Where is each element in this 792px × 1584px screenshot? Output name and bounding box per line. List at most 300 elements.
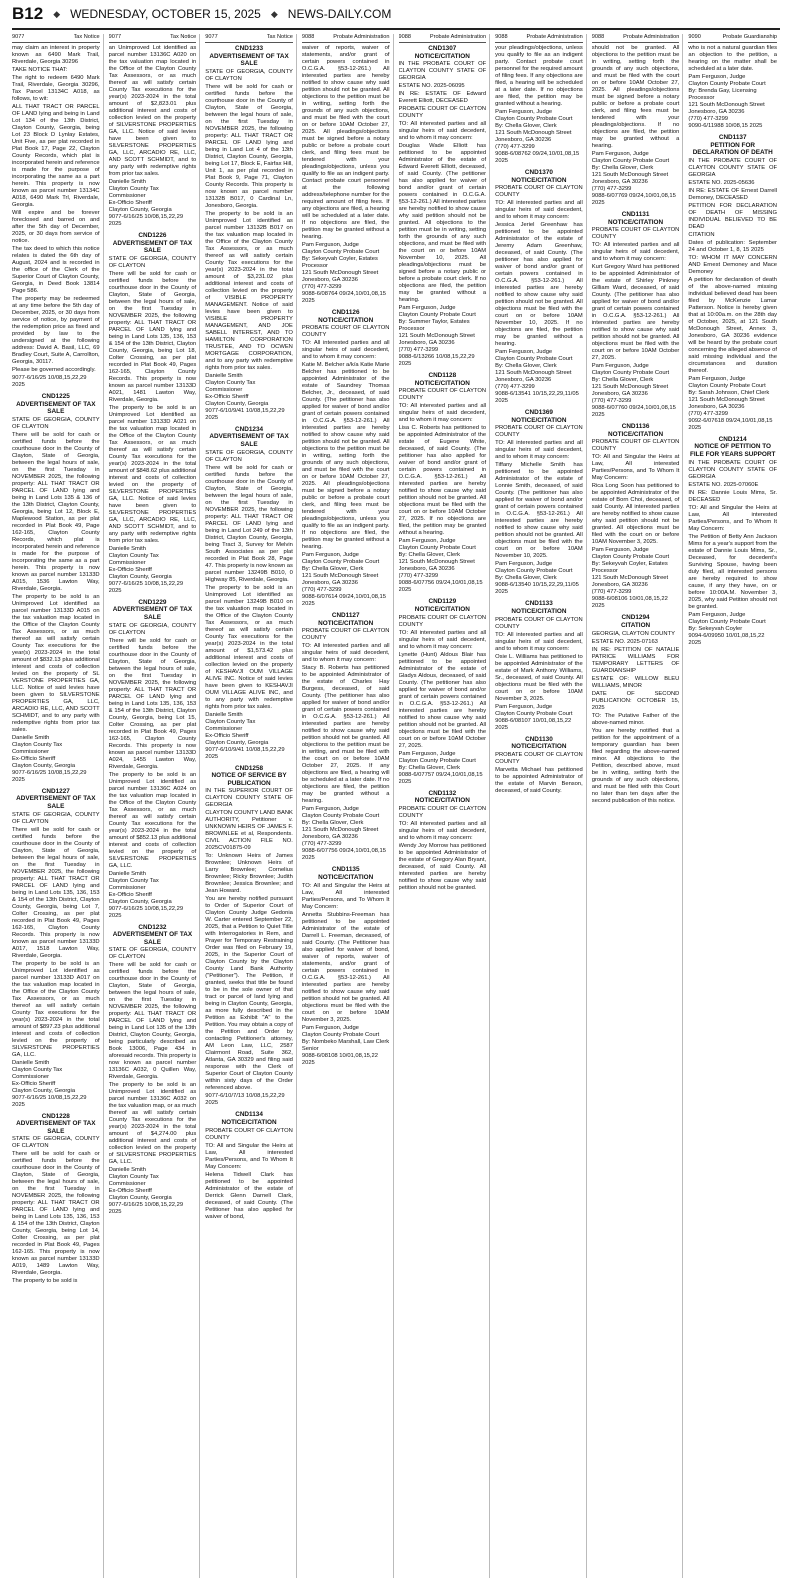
signature-line: 121 South McDonough Street	[398, 333, 475, 340]
notice-paragraph: PROBATE COURT OF CLAYTON COUNTY	[301, 325, 390, 339]
signature-line: By: Nombeko Marshall, Law Clerk Senior	[301, 1038, 390, 1052]
notice-title: NOTICE OF PETITION TO FILE FOR YEARS SUPPORT	[689, 443, 776, 458]
legal-notice	[592, 614, 680, 804]
notice-id: CND1135	[331, 866, 360, 874]
notice-paragraph: TAKE NOTICE THAT:	[12, 67, 68, 73]
signature-line: Clayton County, Georgia	[12, 762, 76, 769]
signature-line: Pam Ferguson, Judge	[591, 151, 649, 157]
legal-notices-grid	[12, 34, 780, 1578]
notice-paragraph: The property to be sold is an Unimproved Lot identified as parcel number 13133D A021 on the tax valuation map located in the Office of the Clayton County Tax Assessors, or as much thereof as will satisfy certain County Tax executions for the year(s) 2023-2024 in the total amount of $848.62 plus additional interest and costs of collection levied on the property of SILVERSTONE PROPERTIES GA, LLC. Notice of said levies have been given to SILVERSTONE PROPERTIES GA, LLC, ARCADIO RE, LLC, AND SCOTT SCHMIDT, and to any party with redemptive rights from prior tax sales.	[108, 404, 197, 544]
notice-paragraph: TO: All interested parties and all singular heirs of said decedent, and to whom it may concern:	[398, 403, 487, 424]
signature-line: Clayton County Probate Court	[301, 559, 380, 566]
notice-paragraph: IN THE PROBATE COURT OF CLAYTON COUNTY STATE OF GEORGIA	[688, 459, 777, 480]
notice-paragraph: Wendy Joy Morrow has petitioned to be appointed Administrator of the estate of Gregory Alan Bryant, deceased, of said County. All interested parties are hereby notified to show cause why said petition should not be granted.	[398, 842, 487, 891]
publication-run-code: 9077-6/16/25 10/08,15,22,29 2025	[12, 1094, 87, 1108]
notice-paragraph: STATE OF GEORGIA, COUNTY OF CLAYTON	[12, 416, 100, 430]
signature-line: Ex-Officio Sheriff	[205, 393, 249, 400]
publication-run-code: 9088-6/07760 09/24,10/01,08,15 2025	[591, 405, 676, 419]
publication-run-code: 9077-6/10/9/41 10/08,15,22,29 2025	[205, 407, 285, 421]
notice-paragraph: Douglas Wade Elliott has petitioned to be appointed Administrator of the estate of Edward Everett Elliott, deceased, of said County. (The petitioner has also applied for waiver of bond and/or grant of certain powers contained in O.C.G.A. §53-12-261.) All interested parties are hereby notified to show cause why said petition should not be granted. All objections to the petition must be in writing, setting forth the grounds of any such objections, and must be filed with the court on or before 10AM November 10, 2025. All pleadings/objections must be signed before a notary public or before a probate court clerk. If no objections are filed, the petition may be granted without a hearing.	[398, 143, 487, 304]
signature-line: Clayton County, Georgia	[12, 1087, 76, 1094]
legal-notice	[495, 600, 583, 731]
notice-paragraph: Lynette (Hunt) Aldous Blair has petitioned to be appointed Administrator of the estate of Gladys Aldous, deceased, of said County. (The petitioner has also applied for waiver of bond and/or grant of certain powers contained in O.C.G.A. §53-12-261.) All interested parties are hereby notified to show cause why said petition should not be granted. All objections must be filed with the court on or before 10AM October 27, 2025.	[398, 651, 487, 749]
notice-paragraph: Stacy B. Roberts has petitioned to be appointed Administrator of the estate of Charles Hay Burgess, deceased, of said County. (The petitioner has also applied for waiver of bond and/or grant of certain powers contained in O.C.G.A. §53-12-261.) All interested parties are hereby notified to show cause why said petition should not be granted. All objections to the petition must be in writing, and must be filed with the court on or before 10AM October 27, 2025. If any objections are filed, a hearing will be scheduled at a later date. If no objections are filed, the petition may be granted without a hearing.	[301, 665, 390, 805]
notice-paragraph: STATE OF GEORGIA, COUNTY OF CLAYTON	[12, 811, 100, 825]
header-separator: ◆	[270, 8, 278, 19]
signature-line: Jonesboro, GA 30236	[301, 277, 358, 283]
legal-notice	[205, 45, 293, 422]
notice-paragraph: PROBATE COURT OF CLAYTON COUNTY	[495, 185, 583, 199]
notice-paragraph: The property to be sold is	[12, 1278, 78, 1285]
notice-paragraph: The Petition of Betty Ann Jackson Mims for a year's support from the estate of Dannie Louis Mims, Sr., Deceased, for decedent's Surviving Spouse, having been duly filed, all interested persons are hereby required to show cause, if any they have, on or before 10:00A.M. November 3, 2025, why said Petition should not be granted.	[688, 533, 777, 610]
notice-title: NOTICE/CITATION	[511, 416, 567, 424]
notice-title: ADVERTISEMENT OF TAX SALE	[16, 795, 96, 810]
signature-line: Pam Ferguson, Judge	[301, 552, 359, 559]
signature-line: Ex-Officio Sheriff	[108, 891, 152, 898]
signature-line: Danielle Smith	[12, 1059, 50, 1066]
notice-paragraph: PROBATE COURT OF CLAYTON COUNTY	[205, 1127, 293, 1141]
notice-paragraph: STATE OF GEORGIA, COUNTY OF CLAYTON	[108, 947, 197, 961]
legal-notice	[592, 423, 680, 610]
notice-paragraph: STATE OF GEORGIA, COUNTY OF CLAYTON	[205, 68, 293, 82]
column-classification-header	[592, 34, 680, 43]
notice-paragraph: TO: All and Singular the Heirs at Law, All interested Parties/Persons, and To Whom It May Concern:	[301, 882, 390, 910]
publication-run-code: 9077-6/16/25 10/08,15,22,29 2025	[108, 580, 184, 594]
legal-notice	[12, 393, 100, 784]
notice-title: ADVERTISEMENT OF TAX SALE	[16, 1120, 96, 1135]
signature-line: (770) 477-3299	[688, 410, 729, 417]
notice-paragraph: TO: All interested parties and all singular heirs of said decedent, and to whom it may concern:	[398, 629, 487, 650]
signature-line: Clayton County, Georgia	[205, 739, 269, 746]
notice-paragraph: ESTATE OF: WILLOW BLEU WILLIAMS, MINOR	[591, 675, 680, 689]
publication-run-code: 9077-6/16/25 10/08,15,22,29 2025	[12, 769, 87, 783]
signature-line: By: Chella Glover, Clerk	[591, 165, 654, 171]
publication-run-code: 9088-6/13540 10/15,22,29,11/05 2025	[495, 582, 579, 596]
signature-line: Jonesboro, GA 30236	[591, 582, 648, 589]
notice-paragraph: Osie L. Williams has petitioned to be appointed Administrator of the estate of Mark Anthony Williams, Sr., deceased, of said County. All objections must be filed with the court on or before 10AM November 3, 2025.	[495, 653, 583, 702]
page-number: B12	[12, 4, 44, 23]
legal-notice	[109, 924, 197, 1217]
notice-title: NOTICE/CITATION	[318, 873, 374, 881]
notice-id: CND1307	[428, 45, 457, 52]
notice-paragraph: PROBATE COURT OF CLAYTON COUNTY	[495, 425, 583, 439]
legal-notice	[302, 309, 390, 608]
legal-notice	[399, 598, 487, 785]
notice-id: CND1232	[138, 923, 167, 931]
notice-paragraph: The right to redeem 6490 Mark Trail, Riverdale, Georgia 30296, Tax Parcel 13134C A018, as follows, to wit:	[12, 75, 100, 102]
notice-paragraph: There will be sold for cash or certified funds before the courthouse door in the County of Clayton, State of Georgia, between the legal hours of sale, on the first Tuesday in NOVEMBER 2025, the following property: ALL THAT TRACT OR PARCEL OF LAND lying and being in Land Lot 135 of the 13th District, Clayton County, Georgia, being particularly described as Book 13006, Page 434 in aforesaid records. This property is now known as parcel number 13136C A032, 0 Quillen Way, Riverdale, Georgia.	[108, 962, 197, 1081]
notice-paragraph: You are hereby notified pursuant to Order of Superior Court of Clayton County Judge Gedonia W. Carter entered September 22, 2025, that a Petition to Quiet Title with Interrogatories in Rem, and Prayer for Temporary Restraining Order was filed on February 19, 2025, in the Superior Court of Clayton County by the Clayton County Land Bank Authority ("Petitioner"). The Petition, if granted, seeks that title be found to be in the sole owner of that tract or parcel of land lying and being in Clayton County, Georgia, as more fully described in the Petition as Exhibit "A" to the Petition. You may obtain a copy of the Petition and Order by contacting Petitioner's attorney, AM Leon Law, LLC, 2587 Clairmont Road, Suite 362, Atlanta, GA 30329 and filing said response with the Clerk of Superior Court of Clayton County within sixty days of the Order referenced above.	[205, 896, 293, 1092]
signature-line: Ex-Officio Sheriff	[108, 1188, 152, 1195]
signature-line: 121 South McDonough Street	[495, 130, 572, 136]
signature-line: 121 South McDonough Street	[398, 559, 475, 566]
legal-notice	[205, 765, 293, 1108]
signature-line: (770) 477-3299	[301, 841, 342, 848]
legal-notice	[109, 45, 197, 228]
notice-paragraph: STATE OF GEORGIA, COUNTY OF CLAYTON	[108, 255, 197, 269]
signature-line: By: Sarah Johnson, Chief Clerk	[688, 389, 770, 396]
signature-line: Pam Ferguson, Judge	[688, 74, 746, 80]
classification-code: 9077	[12, 34, 25, 40]
notice-paragraph: The tax deed to which this notice relates is dated the 6th day of August, 2024 and is recorded in the office of the Clerk of the Superior Court of Clayton County, Georgia, in Deed Book 13814 Page 586.	[12, 246, 100, 294]
signature-line: 121 South McDonough Street	[301, 270, 379, 276]
signature-line: Danielle Smith	[108, 870, 146, 877]
legal-notice	[688, 45, 777, 130]
signature-line: Clayton County Probate Court	[301, 813, 380, 820]
notice-paragraph: Annetta Stubbins-Freeman has petitioned to be appointed Administrator of the estate of Darrell L. Freeman, deceased, of said County. (The Petitioner has also applied for waiver of bond, waiver of reports, waiver of statements, and/or grant of certain powers contained in O.C.G.A. §53-12-261.) All interested parties are hereby notified to show cause why said petition should not be granted. All objections must be filed with the court on or before 10AM November 3, 2025.	[301, 911, 390, 1023]
notice-id: CND1234	[235, 425, 264, 433]
signature-line: (770) 477-3299	[398, 347, 439, 354]
signature-line: By: Chella Glover, Clerk	[495, 123, 557, 129]
issue-date: WEDNESDAY, OCTOBER 15, 2025	[70, 7, 261, 21]
publication-run-code: 9088-6/07756 09/24,10/01,08,15 2025	[398, 580, 483, 594]
notice-paragraph: ESTATE NO. 2025-05636	[688, 179, 755, 186]
signature-line: 121 South McDonough Street	[591, 575, 669, 582]
signature-line: Jonesboro, GA 30236	[398, 566, 455, 573]
legal-notice	[495, 45, 583, 165]
signature-line: Danielle Smith	[12, 734, 50, 741]
signature-line: Jonesboro, GA 30236	[591, 179, 648, 185]
notice-id: CND1227	[41, 787, 70, 795]
signature-line: By: Brenda Gay, Licensing Processor	[688, 88, 757, 101]
notice-paragraph: STATE OF GEORGIA, COUNTY OF CLAYTON	[205, 449, 293, 463]
notice-paragraph: TO: All interested parties and all singular heirs of said decedent, and to whom it may concern:	[591, 242, 680, 263]
notice-paragraph: IN RE: ESTATE OF Ernest Darrell Demoney, DECEASED	[688, 187, 777, 201]
signature-line: By: Sekeyvah Coyler, Estates Processor	[591, 561, 668, 575]
signature-line: (770) 477-3299	[495, 384, 535, 391]
legal-notice	[592, 45, 680, 207]
notice-column	[12, 34, 104, 1578]
notice-title: NOTICE/CITATION	[414, 797, 470, 805]
page-header	[12, 4, 780, 24]
notice-paragraph: TO: All interested parties and all singular heirs of said decedent, and to whom it may concern:	[495, 200, 583, 221]
column-classification-header	[399, 34, 487, 43]
signature-line: Jonesboro, GA 30236	[495, 137, 552, 143]
classification-code: 9077	[108, 34, 122, 40]
notice-paragraph: To: Unknown Heirs of James Brownlee; Unknown Heirs of Larry Brownlee; Cornelius Brownlee; Ricky Brownlee; Judith Brownlee; Jessica Brownlee; and Jean Howard.	[205, 853, 293, 895]
legal-notice	[688, 134, 777, 432]
header-separator: ◆	[53, 8, 61, 19]
publication-run-code: 9094-6/09950 10/01,08,15,22 2025	[688, 632, 765, 646]
signature-line: By: Chella Glover, Clerk	[301, 566, 364, 573]
classification-label: Probate Administration	[333, 34, 390, 40]
publication-run-code: 9088-6/13541 10/15,22,29,11/05 2025	[495, 391, 579, 405]
legal-notice	[495, 169, 583, 405]
legal-notice	[205, 1111, 293, 1220]
signature-line: (770) 477-3299	[398, 573, 439, 580]
signature-line: Ex-Officio Sheriff	[108, 200, 152, 206]
notice-paragraph: The property to be sold is an Unimproved Lot identified as parcel number 13136C A024 on the tax valuation map located in the Office of the Clayton County Tax Assessors, or as much thereof as will satisfy certain County Tax executions for the year(s) 2023-2024 in the total amount of $852.13 plus additional interest and costs of collection levied on the property of SILVERSTONE PROPERTIES GA, LLC.	[108, 771, 197, 869]
publication-run-code: 9088-6/07757 09/24,10/01,08,15 2025	[398, 771, 483, 785]
notice-paragraph: CLAYTON COUNTY LAND BANK AUTHORITY, Petitioner v. UNKNOWN HEIRS OF JAMES F. BROWNLEE et al, Respondents. CIVIL ACTION FILE NO. 2025CV01875-09	[205, 810, 293, 852]
notice-column	[688, 34, 780, 1578]
signature-line: Danielle Smith	[108, 545, 146, 552]
publication-run-code: 9088-6/08106 10/01,08,15,22 2025	[591, 596, 668, 610]
signature-line: Pam Ferguson, Judge	[301, 1024, 359, 1031]
publication-run-code: 9077-6/10/9/41 10/08,15,22,29 2025	[205, 746, 285, 760]
notice-title: NOTICE/CITATION	[607, 430, 664, 438]
notice-paragraph: There will be sold for cash or certified funds before the courthouse door in the County of Clayton, State of Georgia, between the legal hours of sale, on the first Tuesday in NOVEMBER 2025, the following property: ALL THAT TRACT OR PARCEL OF LAND lying and being in Land Lots 135 & 136 of the 13th District, Clayton County, Georgia, being Lot 12, Block E, Maplewood Station, as per plat recorded in Plat Book 49, Page 162-165, Clayton County Records, which plat is incorporated herein and reference is made for the purpose of incorporating the same as a part herein. This property is now known as parcel number 13133D A015, 1536 Lawton Way, Riverdale, Georgia.	[12, 431, 100, 592]
notice-title: CITATION	[620, 621, 651, 629]
notice-title: ADVERTISEMENT OF TAX SALE	[112, 606, 193, 621]
signature-line: (770) 477-3299	[301, 284, 342, 290]
classification-label: Probate Administration	[623, 34, 680, 40]
publication-run-code: 9090-6/11988 10/08,15 2025	[688, 123, 763, 129]
notice-paragraph: STATE OF GEORGIA, COUNTY OF CLAYTON	[108, 622, 197, 636]
notice-paragraph: Will expire and be forever foreclosed and barred on and after the 5th day of December, 2025, or 30 days from service of notice.	[12, 210, 100, 244]
signature-line: Pam Ferguson, Judge	[591, 547, 649, 554]
signature-line: Clayton County Probate Court	[495, 710, 573, 717]
notice-paragraph: There will be sold for cash or certified funds before the courthouse door in the County of Clayton, State of Georgia, between the legal hours of sale, on the first Tuesday in NOVEMBER 2025, the following property: ALL THAT TRACT OR PARCEL OF LAND lying and being in Land Lots 135, 136, 153 & 154 of the 13th District, Clayton County, Georgia, being Lot 18, Colter Crossing, as per plat recorded in Plat Book 49, Pages 162-165, Clayton County Records. This property is now known as parcel number 13133D A021, 1481 Lawton Way, Riverdale, Georgia.	[108, 270, 197, 403]
signature-line: 121 South McDonough Street	[688, 396, 765, 403]
notice-id: CND1370	[524, 169, 553, 176]
signature-line: Clayton County Tax Commissioner	[205, 718, 256, 732]
notice-paragraph: TO: WHOM IT MAY CONCERN AND Ernest Demoney and Mace Demoney	[688, 254, 777, 275]
notice-title: ADVERTISEMENT OF TAX SALE	[112, 931, 193, 946]
signature-line: Pam Ferguson, Judge	[398, 750, 456, 757]
notice-id: CND1369	[524, 409, 553, 417]
signature-line: Jonesboro, GA 30236	[398, 340, 455, 347]
signature-line: Clayton County, Georgia	[108, 1195, 172, 1202]
signature-line: Clayton County Probate Court	[591, 554, 670, 561]
signature-line: Clayton County Tax Commissioner	[12, 741, 63, 755]
notice-id: CND1136	[621, 423, 650, 431]
signature-line: Danielle Smith	[205, 372, 243, 379]
signature-line: By: Sekeyvah Coyler	[688, 625, 743, 632]
notice-paragraph: IN RE: Dannie Louis Mims, Sr. DECEASED	[688, 489, 777, 503]
notice-paragraph: Lisa C. Roberts has petitioned to be appointed Administrator of the estate of Eugene White, deceased, of said County. (The petitioner has also applied for waiver of bond and/or grant of certain powers contained in O.C.G.A. §53-12-261.) All interested parties are hereby notified to show cause why said petition should not be granted. All objections must be filed with the court on or before 10AM October 27, 2025. If no objections are filed, the petition may be granted without a hearing.	[398, 425, 487, 537]
signature-line: 121 South McDonough Street	[495, 370, 572, 377]
notice-id: CND1128	[428, 372, 457, 380]
publication-run-code: 9088-6/13266 10/08,15,22,29 2025	[398, 354, 475, 368]
signature-line: By: Chella Glover, Clerk	[591, 377, 654, 384]
notice-paragraph: PETITION FOR DECLARATION OF DEATH OF MISSING INDIVIDUAL BELIEVED TO BE DEAD	[688, 202, 777, 230]
legal-notice	[205, 426, 293, 761]
publication-run-code: 9088-6/08762 09/24,10/01,08,15 2025	[495, 151, 580, 164]
site-name: NEWS-DAILY.COM	[287, 7, 392, 21]
notice-paragraph: may claim an interest in property known as 6490 Mark Trail, Riverdale, Georgia 30296	[12, 45, 100, 65]
notice-paragraph: TO: All interested parties and all singular heirs of said decedent, and to whom it may concern:	[398, 820, 487, 841]
notice-paragraph: Jessica Jeriel Greenhaw has petitioned to be appointed Administrator of the estate of Jeremy Adam Greenhaw, deceased, of said County. (The petitioner has also applied for waiver of bond and/or grant of certain powers contained in O.C.G.A. §53-12-261.) All interested parties are hereby notified to show cause why said petition should not be granted. All objections must be filed with the court on or before 10AM November 10, 2025. If no objections are filed, the petition may be granted without a hearing.	[495, 222, 583, 348]
signature-line: Pam Ferguson, Judge	[398, 538, 456, 545]
classification-code: 9090	[688, 34, 701, 40]
notice-paragraph: TO: The Putative Father of the above-named minor.	[591, 712, 680, 726]
signature-line: Clayton County Tax Commissioner	[108, 1174, 159, 1188]
signature-line: Clayton County Probate Court	[591, 370, 670, 377]
notice-column	[495, 34, 587, 1578]
notice-paragraph: Marvetta Michael has petitioned to be appointed Administrator of the estate of Marvin Benson, deceased, of said County.	[495, 766, 583, 794]
signature-line: By: Summer Taylor, Estates Processor	[398, 319, 470, 333]
notice-paragraph: The property may be redeemed at any time before the 5th day of December, 2025, or 30 days from service of notice, by payment of the redemption price as fixed and provided by law to the undersigned at the following address: David A. Basil, LLC, 69 Bradley Court, Suite A, Carrollton, Georgia, 30117.	[12, 296, 100, 365]
notice-title: NOTICE OF SERVICE BY PUBLICATION	[211, 772, 287, 787]
notice-paragraph: DATE OF SECOND PUBLICATION: OCTOBER 15, 2025	[591, 690, 680, 711]
notice-id: CND1226	[138, 232, 167, 239]
notice-id: CND1225	[41, 393, 70, 400]
publication-run-code: 9077-6/16/25 10/08,15,22,29 2025	[108, 1202, 184, 1216]
classification-code: 9088	[495, 34, 508, 40]
legal-notice	[302, 866, 390, 1066]
notice-paragraph: who is not a natural guardian files an objection to the petition, a hearing on the matter shall be scheduled at a later date.	[688, 45, 777, 72]
notice-paragraph: You are hereby notified that a petition for the appointment of a temporary guardian has been filed regarding the above-named minor. All objections to the Petition, described above, must be in writing, setting forth the grounds of any such objections, and must be filed with this Court no later than ten days after the second publication of this notice.	[591, 727, 680, 804]
publication-run-code: 9088-6/08108 10/01,08,15,22 2025	[301, 1052, 378, 1066]
notice-id: CND1228	[41, 1112, 70, 1120]
notice-title: NOTICE/CITATION	[414, 605, 470, 613]
notice-column	[109, 34, 201, 1578]
notice-paragraph: The property to be sold is an Unimproved Lot identified as parcel number 13132B B017 on the tax valuation map located in the Office of the Clayton County Tax Assessors, or as much thereof as will satisfy certain County Tax executions for the year(s) 2023-2024 in the total amount of $3,231.02 plus additional interest and costs of collection levied on the property of VISIBLE PROPERTY MANAGEMENT. Notice of said levies have been given to VISIBLE PROPERTY MANAGEMENT, AND JOE SABELL INTEREST, AND TO HAMILTON CORPORATION TRUSTEE, AND TO OCWEN MORTGAGE CORPORATION, and to any party with redemptive rights from prior tax sales.	[205, 210, 293, 371]
notice-paragraph: PROBATE COURT OF CLAYTON COUNTY	[591, 227, 680, 241]
notice-id: CND1133	[525, 600, 553, 608]
notice-title: NOTICE/CITATION	[221, 1118, 277, 1126]
publication-run-code: 9088-6/07769 09/24,10/01,08,15 2025	[591, 193, 676, 206]
notice-paragraph: Please be governed accordingly.	[12, 367, 96, 373]
notice-id: CND1214	[718, 435, 747, 443]
notice-paragraph: PROBATE COURT OF CLAYTON COUNTY	[398, 106, 487, 120]
signature-line: Clayton County Probate Court	[591, 158, 670, 164]
notice-title: NOTICE/CITATION	[607, 218, 664, 226]
notice-title: NOTICE/CITATION	[318, 619, 374, 627]
signature-line: (770) 477-3299	[591, 589, 632, 596]
signature-line: 121 South McDonough Street	[591, 172, 669, 178]
notice-paragraph: PROBATE COURT OF CLAYTON COUNTY	[495, 616, 583, 630]
signature-line: By: Chella Glover, Clerk	[398, 764, 461, 771]
signature-line: By: Sekeyvah Coyler, Estates Processor	[301, 256, 378, 269]
legal-notice	[12, 788, 100, 1109]
notice-id: CND1294	[621, 614, 650, 622]
signature-line: Jonesboro, GA 30236	[301, 834, 358, 841]
publication-run-code: 9088-6/08107 10/01,08,15,22 2025	[495, 717, 572, 731]
column-classification-header	[205, 34, 293, 43]
notice-paragraph: Rica Long Soon has petitioned to be appointed Administrator of the estate of Born Choi, deceased, of said County. All interested parties are hereby notified to show cause why said petition should not be granted. All objections must be filed with the court on or before 10AM November 3, 2025.	[591, 483, 680, 546]
notice-paragraph: The property to be sold is an Unimproved Lot identified as parcel number 13136C A032 on the tax valuation map, or as much thereof as will satisfy certain County Tax executions for the year(s) 2023-2024 in the total amount of $4,274.00 plus additional interest and costs of collection levied on the property of SILVERSTONE PROPERTIES GA, LLC.	[108, 1082, 197, 1166]
notice-paragraph: STATE OF GEORGIA, COUNTY OF CLAYTON	[12, 1136, 100, 1150]
signature-line: Clayton County, Georgia	[108, 207, 172, 213]
notice-paragraph: ESTATE NO. 2025-07060E	[688, 481, 759, 488]
signature-line: By: Chella Glover, Clerk	[495, 363, 557, 370]
signature-line: Pam Ferguson, Judge	[398, 305, 456, 312]
notice-paragraph: The property to be sold is an Unimproved Lot identified as parcel number 13133D A015 on the tax valuation map located in the Office of the Clayton County Tax Assessors, or as much thereof as will satisfy certain County Tax executions for the year(s) 2023-2024 in the total amount of $832.13 plus additional interest and costs of collection levied on the property of SL VERSTONE PROPERTIES GA, LLC. Notice of said levies have been given to SILVERSTONE PROPERTIES GA, LLC, ARCADIO RE, LLC, AND SCOTT SCHMIDT, and to any party with redemptive rights from prior tax sales.	[12, 593, 100, 733]
classification-code: 9077	[205, 34, 218, 40]
notice-paragraph: CITATION	[688, 231, 715, 238]
publication-run-code: 9077-6/16/25 10/08,15,22,29 2025	[108, 214, 184, 227]
notice-paragraph: TO: All interested parties and all singular heirs of said decedent, and to whom it may concern:	[398, 121, 487, 142]
classification-code: 9088	[398, 34, 411, 40]
signature-line: Jonesboro, GA 30236	[495, 377, 552, 384]
signature-line: Danielle Smith	[108, 1167, 146, 1174]
notice-title: ADVERTISEMENT OF TAX SALE	[209, 52, 289, 68]
notice-id: CND1233	[235, 45, 264, 52]
signature-line: Jonesboro, GA 30236	[688, 403, 745, 410]
notice-title: ADVERTISEMENT OF TAX SALE	[112, 239, 193, 255]
legal-notice	[12, 1113, 100, 1286]
signature-line: 121 South McDonough Street	[301, 573, 379, 580]
classification-label: Tax Notice	[170, 34, 197, 40]
notice-paragraph: PROBATE COURT OF CLAYTON COUNTY	[591, 439, 680, 453]
legal-notice	[109, 232, 197, 595]
signature-line: (770) 477-3299	[301, 587, 342, 594]
notice-paragraph: Helena Tidwell Clark has petitioned to be appointed Administrator of the estate of Derrick Glenn Darnell Clark, deceased, of said County. (The Petitioner has also applied for waiver of bond,	[205, 1171, 293, 1220]
signature-line: Ex-Officio Sheriff	[12, 755, 56, 762]
signature-line: (770) 477-3299	[591, 186, 632, 192]
notice-paragraph: IN THE PROBATE COURT OF CLAYTON COUNTY STATE OF GEORGIA	[398, 61, 487, 82]
signature-line: Pam Ferguson, Judge	[495, 349, 553, 356]
signature-line: Pam Ferguson, Judge	[301, 806, 359, 813]
notice-id: CND1137	[718, 134, 747, 141]
notice-title: PETITION FOR DECLARATION OF DEATH	[692, 141, 773, 157]
legal-notice	[688, 436, 777, 647]
classification-label: Tax Notice	[73, 34, 100, 40]
header-rule	[12, 28, 780, 30]
notice-title: NOTICE/CITATION	[414, 52, 470, 60]
notice-title: NOTICE/CITATION	[511, 607, 567, 615]
notice-paragraph: should not be granted. All objections to the petition must be in writing, setting forth the grounds of any such objections, and must be filed with the court on or before 10AM October 27, 2025. All pleadings/objections must be signed before a notary public or before a probate court clerk, and filing fees must be tendered with your pleadings/objections. If no objections are filed, the petition may be granted without a hearing.	[591, 45, 680, 149]
legal-notice	[12, 45, 100, 389]
signature-line: Pam Ferguson, Judge	[591, 363, 649, 370]
notice-paragraph: Dates of publication: September 24 and October 1, 8, 15 2025	[688, 239, 777, 253]
signature-line: Jonesboro, GA 30236	[688, 109, 745, 115]
notice-paragraph: PROBATE COURT OF CLAYTON COUNTY	[398, 614, 487, 628]
signature-line: Clayton County Probate Court	[301, 249, 380, 255]
legal-notice	[399, 45, 487, 368]
publication-run-code: 9088-6/07614 09/24,10/01,08,15 2025	[301, 594, 387, 608]
notice-id: CND1134	[235, 1111, 263, 1119]
notice-paragraph: PROBATE COURT OF CLAYTON COUNTY	[301, 628, 390, 642]
notice-paragraph: PROBATE COURT OF CLAYTON COUNTY	[495, 751, 583, 765]
notice-paragraph: PROBATE COURT OF CLAYTON COUNTY	[398, 805, 487, 819]
signature-line: By: Chella Glover, Clerk	[301, 820, 364, 827]
column-classification-header	[688, 34, 777, 43]
notice-paragraph: PROBATE COURT OF CLAYTON COUNTY	[398, 388, 487, 402]
legal-notice	[399, 790, 487, 892]
column-classification-header	[302, 34, 390, 43]
signature-line: 121 South McDonough Street	[591, 384, 669, 391]
notice-paragraph: TO: All and Singular the Heirs at Law, All interested Parties/Persons, and To Whom It May Concern:	[205, 1142, 293, 1170]
notice-column	[592, 34, 684, 1578]
signature-line: By: Chella Glover, Clerk	[398, 552, 461, 559]
signature-line: Clayton County, Georgia	[205, 400, 269, 407]
column-classification-header	[495, 34, 583, 43]
notice-paragraph: waiver of reports, waiver of statements, and/or grant of certain powers contained in O.C.G.A. §53-12-261.) All interested parties are hereby notified to show cause why said petition should not be granted. All objections to the petition must be in writing, setting forth the grounds of any such objections, and must be filed with the court on or before 10AM October 27, 2025. All pleadings/objections must be signed before a notary public or before a probate court clerk, and filing fees must be tendered with your pleadings/objections, unless you qualify to file as an indigent party. Contact probate court personnel at the following address/telephone number for the required amount of filing fees. If any objections are filed, a hearing will be scheduled at a later date. If no objections are filed, the petition may be granted without a hearing.	[301, 45, 390, 240]
notice-column	[399, 34, 491, 1578]
notice-paragraph: IN THE PROBATE COURT OF CLAYTON COUNTY STATE OF GEORGIA	[688, 157, 777, 178]
signature-line: Pam Ferguson, Judge	[495, 703, 553, 710]
classification-label: Probate Administration	[526, 34, 583, 40]
notice-paragraph: TO: All interested parties and all singular heirs of said decedent, and to whom it may concern:	[301, 643, 390, 664]
notice-paragraph: Katie M. Belcher a/k/a Katie Marie Belcher has petitioned to be appointed Administrator of the estate of Saundrey Thomas Belcher, Jr., deceased, of said County. (The petitioner has also applied for waiver of bond and/or grant of certain powers contained in O.C.G.A. §53-12-261.) All interested parties are hereby notified to show cause why said petition should not be granted. All objections to the petition must be in writing, setting forth the grounds of any such objections, and must be filed with the court on or before 10AM October 27, 2025. All pleadings/objections must be signed before a notary public or before a probate court clerk, and filing fees must be tendered with your pleadings/objections, unless you qualify to file as an indigent party. If no objections are filed, the petition may be granted without a hearing.	[301, 362, 390, 551]
publication-run-code: 9077-6/10/7/13 10/08,15,22,29 2025	[205, 1093, 285, 1107]
signature-line: By: Chella Glover, Clerk	[495, 575, 557, 582]
notice-paragraph: IN RE: PETITION OF NATALIE PATRICE WILLIAMS FOR TEMPORARY LETTERS OF GUARDIANSHIP	[591, 646, 680, 674]
signature-line: Jonesboro, GA 30236	[591, 391, 648, 398]
legal-notice	[399, 372, 487, 594]
notice-id: CND1129	[428, 598, 457, 606]
signature-line: Clayton County Tax Commissioner	[108, 877, 159, 891]
notice-paragraph: Kurt Gregory Ward has petitioned to be appointed Administrator of the estate of Shirley Pinkney Gilliam Ward, deceased, of said County. (The petitioner has also applied for waiver of bond and/or grant of certain powers contained in O.C.G.A. §53-12-261.) All interested parties are hereby notified to show cause why said petition should not be granted. All objections must be filed with the court on or before 10AM October 27, 2025.	[591, 264, 680, 362]
notice-id: CND1126	[331, 309, 360, 316]
notice-title: NOTICE/CITATION	[414, 379, 470, 387]
publication-run-code: 9077-6/16/25 10/08,15,22,29 2025	[108, 905, 184, 919]
signature-line: Ex-Officio Sheriff	[205, 732, 249, 739]
notice-paragraph: ALL THAT TRACT OR PARCEL OF LAND lying and being in Land Lot 134 of the 13th District, Clayton County, Georgia, being Lot 23 Block D Lynlay Estates, Unit Five, as per plat recorded in Plat Book 17, Page 22, Clayton County Records, which plat is incorporated herein and reference is made for the purpose of incorporating the same as a part herein. This property is now known as parcel number 13134C A018, 6490 Mark Trl, Riverdale, Georgia.	[12, 104, 100, 208]
signature-line: Pam Ferguson, Judge	[495, 561, 553, 568]
notice-paragraph: an Unimproved Lot identified as parcel number 13136C A020 on the tax valuation map located in the Office of the Clayton County Tax Assessors, or as much thereof as will satisfy certain County Tax executions for the year(s) 2023-2024 in the total amount of $2,823.01 plus additional interest and costs of collection levied on the property of SILVERSTONE PROPERTIES GA, LLC. Notice of said levies have been given to SILVERSTONE PROPERTIES GA, LLC, ARCADIO RE, LLC, AND SCOTT SCHMIDT, and to any party with redemptive rights from prior tax sales.	[108, 45, 197, 177]
notice-paragraph: ESTATE NO. 2025-06095	[398, 83, 465, 90]
signature-line: Jonesboro, GA 30236	[301, 580, 358, 587]
notice-title: ADVERTISEMENT OF TAX SALE	[209, 433, 289, 448]
legal-notice	[302, 612, 390, 862]
signature-line: Clayton County Probate Court	[301, 1031, 380, 1038]
signature-line: Ex-Officio Sheriff	[108, 566, 152, 573]
publication-run-code: 9092-6/07618 09/24,10/01,08,15 2025	[688, 417, 773, 431]
